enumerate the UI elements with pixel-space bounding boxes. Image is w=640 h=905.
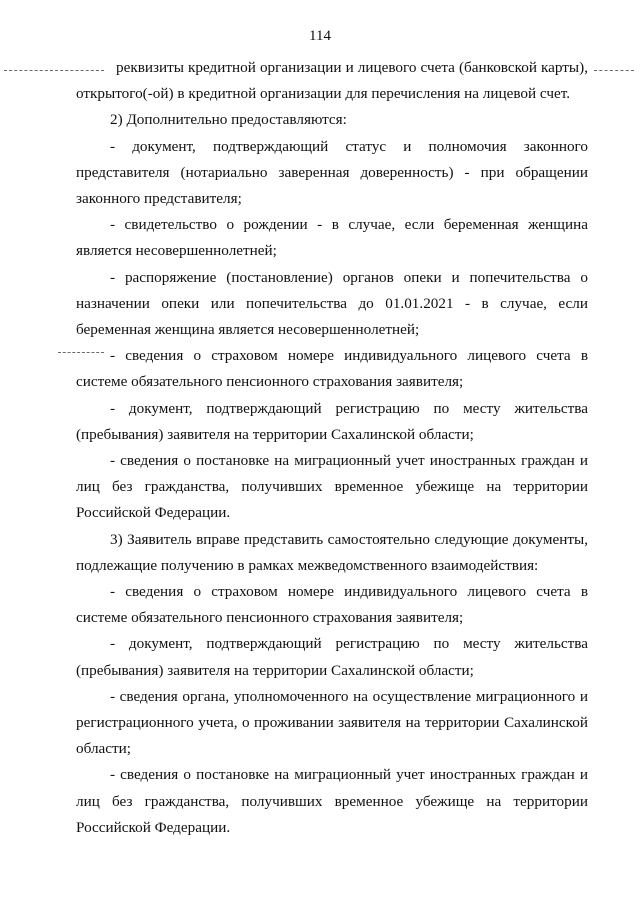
paragraph-migration-registration: - сведения о постановке на миграционный учет иностранных граждан и лиц без гражданства, получивших временное убежище на территории Российской Федерации. [76, 452, 588, 522]
paragraph-birth-certificate: - свидетельство о рождении - в случае, если беременная женщина является несовершеннолетней; [76, 216, 588, 260]
paragraph-optional-insurance-number: - сведения о страховом номере индивидуального лицевого счета в системе обязательного пенсионного страхования заявителя; [76, 583, 588, 627]
paragraph-optional-residence-registration: - документ, подтверждающий регистрацию по месту жительства (пребывания) заявителя на территории Сахалинской области; [76, 635, 588, 679]
paragraph-guardianship-order: - распоряжение (постановление) органов опеки и попечительства о назначении опеки или попечительства до 01.01.2021 - в случае, если беременная женщина является несовершеннолетней; [76, 268, 588, 339]
paragraph-additional-heading: 2) Дополнительно предоставляются: [110, 111, 347, 129]
paragraph-insurance-number: - сведения о страховом номере индивидуального лицевого счета в системе обязательного пенсионного страхования заявителя; [76, 347, 588, 391]
paragraph-optional-migration-registration: - сведения о постановке на миграционный учет иностранных граждан и лиц без гражданства, получивших временное убежище на территории Российской Федерации. [76, 766, 588, 836]
paragraph-bank-details: реквизиты кредитной организации и лицевого счета (банковской карты), открытого(-ой) в кредитной организации для перечисления на лицевой счет. [76, 59, 588, 103]
page-number: 114 [309, 28, 331, 44]
paragraph-residence-registration: - документ, подтверждающий регистрацию по месту жительства (пребывания) заявителя на территории Сахалинской области; [76, 399, 588, 443]
paragraph-optional-migration-authority: - сведения органа, уполномоченного на осуществление миграционного и регистрационного учета, о проживании заявителя на территории Сахалинской области; [76, 687, 588, 758]
document-body [76, 55, 588, 841]
scan-artifact-right [594, 70, 634, 71]
paragraph-optional-heading: 3) Заявитель вправе представить самостоятельно следующие документы, подлежащие получению в рамках межведомственного взаимодействия: [76, 530, 588, 574]
paragraph-representative-document: - документ, подтверждающий статус и полномочия законного представителя (нотариально заверенная доверенность) - при обращении законного представителя; [76, 137, 588, 208]
